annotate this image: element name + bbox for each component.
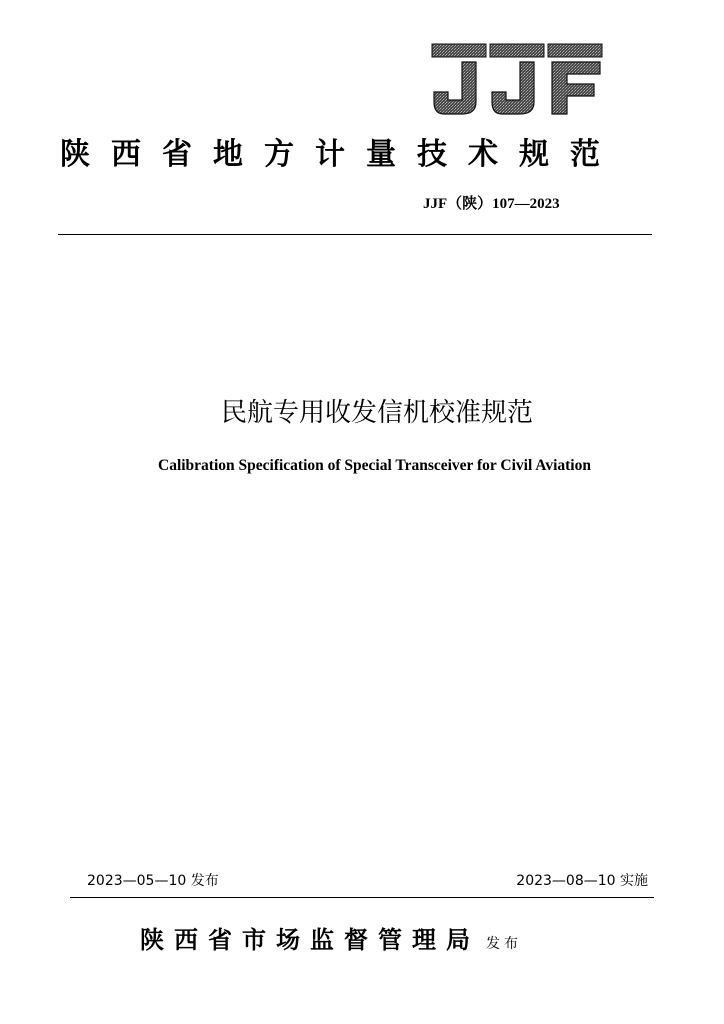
header-divider (58, 234, 652, 235)
jjf-logo (430, 40, 605, 118)
document-title-english: Calibration Specification of Special Transceiver for Civil Aviation (158, 457, 591, 474)
issuing-authority: 陕西省市场监督管理局 (140, 926, 480, 954)
document-title-chinese: 民航专用收发信机校准规范 (220, 398, 533, 428)
publish-date: 2023—05—10 发布 (87, 873, 219, 889)
standard-category-title: 陕西省地方计量技术规范 (60, 137, 621, 172)
effective-date: 2023—08—10 实施 (516, 873, 648, 889)
footer-divider (70, 897, 654, 898)
document-code: JJF（陕）107—2023 (423, 196, 560, 212)
issuer-line (140, 920, 522, 960)
issue-label: 发布 (486, 936, 522, 952)
